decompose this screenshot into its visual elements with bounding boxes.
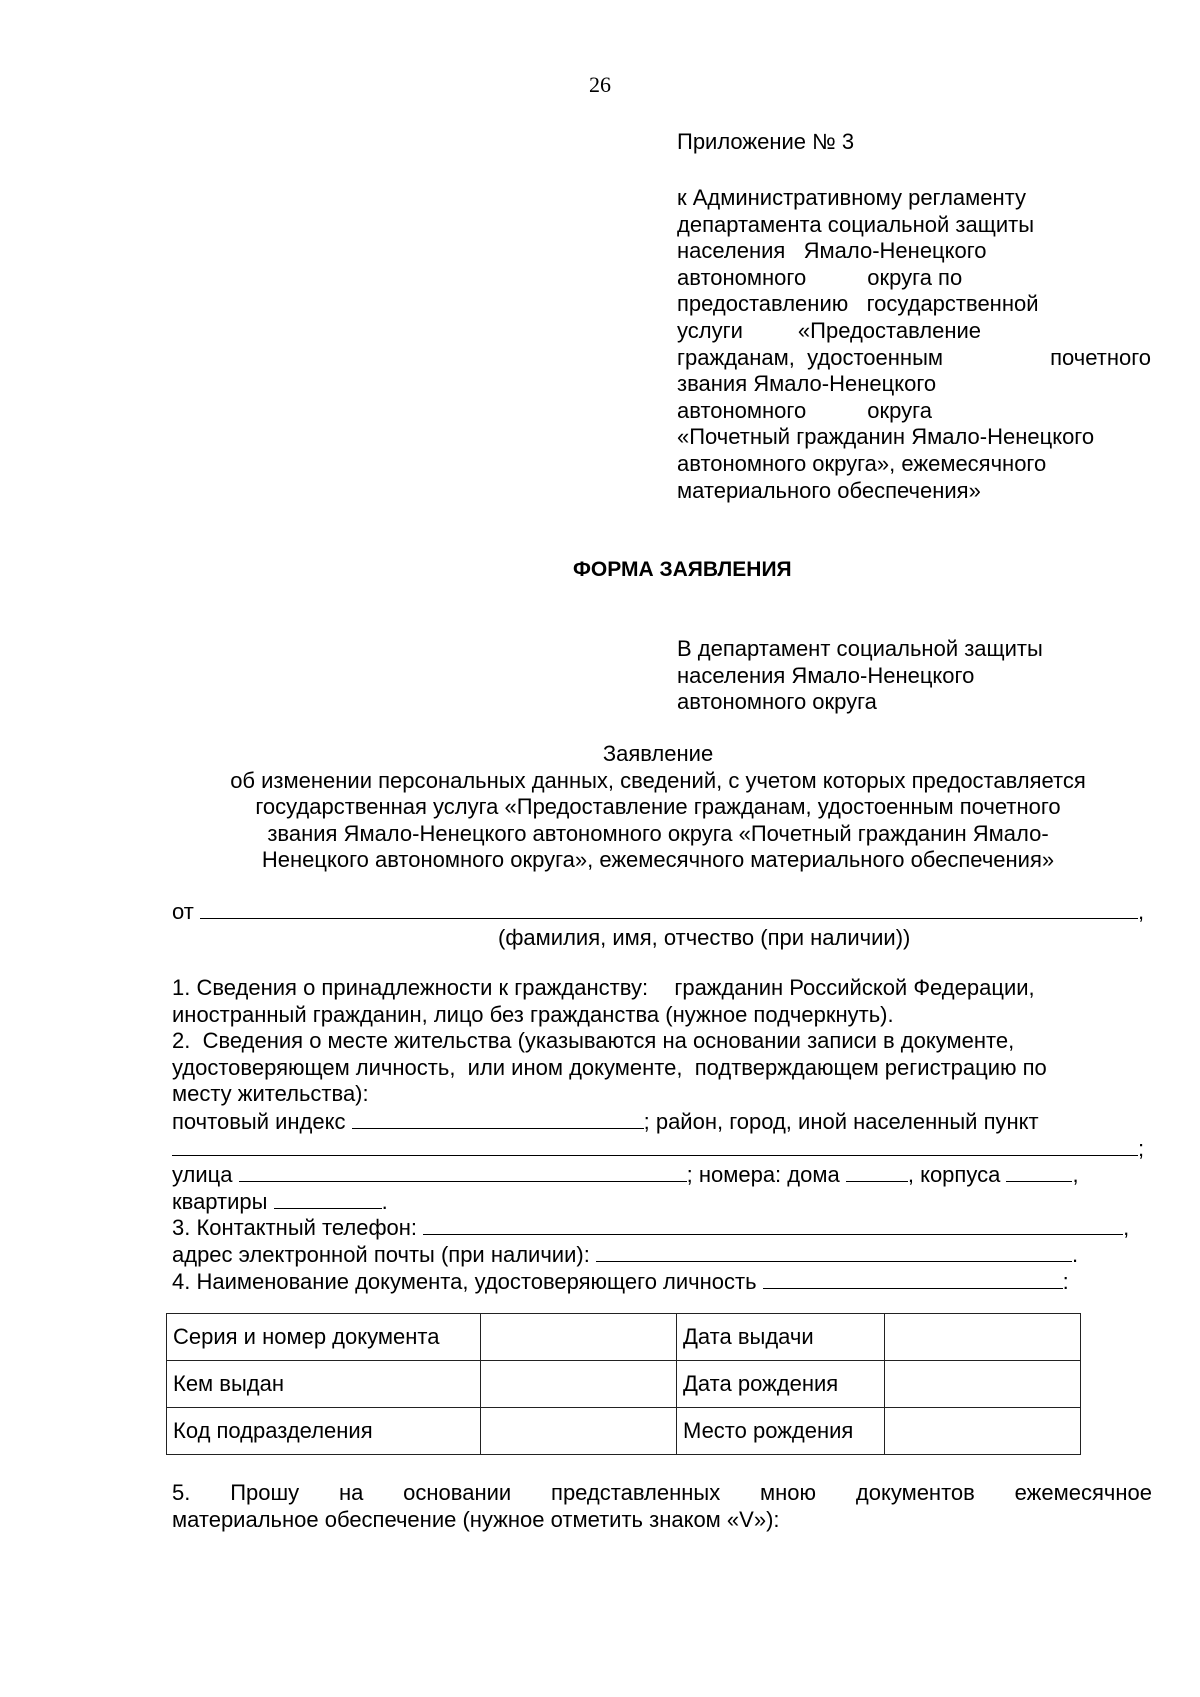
request-paragraph [172,1480,1152,1533]
request-line: материальное обеспечение (нужное отметить знаком «V»): [172,1506,780,1532]
annex-line: населения Ямало-Ненецкого [677,238,987,264]
korpus-label: , корпуса [907,1162,1001,1188]
annex-line-part: почетного [1050,344,1151,370]
postcode-field[interactable] [352,1108,644,1129]
request-word: документов [855,1480,975,1505]
form-title: ФОРМА ЗАЯВЛЕНИЯ [573,558,792,581]
annex-line: автономного округа», ежемесячного [677,450,1047,476]
request-word: представленных [551,1480,721,1505]
from-row: от , [172,899,1145,924]
postcode-label: почтовый индекс [172,1108,346,1134]
request-word: Прошу [230,1480,300,1505]
phone-label: 3. Контактный телефон: [172,1215,418,1241]
phone-row: 3. Контактный телефон: , [172,1215,1130,1241]
citizenship-options[interactable]: иностранный гражданин, лицо без гражданства (нужное подчеркнуть). [172,1001,894,1027]
addressee-line: В департамент социальной защиты [677,636,1043,661]
residence-line: 2. Сведения о месте жительства (указываются на основании записи в документе, [172,1028,1015,1054]
birth-date-cell[interactable] [885,1361,1081,1408]
request-line [172,1480,1152,1507]
addressee [677,636,1157,716]
locality-row: ; [172,1135,1152,1162]
email-field[interactable] [596,1241,1072,1262]
statement-heading [172,741,1144,874]
annex-reference [677,185,1151,504]
annex-line: автономного округа по [677,264,963,290]
id-document-label: 4. Наименование документа, удостоверяющего личность [172,1268,757,1294]
id-document-field[interactable] [763,1268,1063,1289]
table-label: Дата выдачи [677,1314,885,1361]
annex-line: материального обеспечения» [677,477,981,503]
request-word: на [338,1480,364,1505]
annex-line: автономного округа [677,397,932,423]
locality-field[interactable] [172,1135,1138,1156]
annex-line: услуги «Предоставление [677,317,982,343]
annex-line [677,345,1151,372]
email-row: адрес электронной почты (при наличии): . [172,1241,1079,1267]
korpus-field[interactable] [1006,1161,1072,1182]
table-row [167,1361,1081,1408]
issued-by-cell[interactable] [481,1361,677,1408]
annex-line: департамента социальной защиты [677,211,1035,237]
request-word: основании [403,1480,512,1505]
table-label: Код подразделения [167,1408,481,1455]
annex-line: «Почетный гражданин Ямало-Ненецкого [677,424,1095,450]
annex-line-part: гражданам, удостоенным [677,344,944,370]
page-number: 26 [589,72,611,97]
statement-title: Заявление [602,741,714,766]
residence-line: удостоверяющем личность, или ином документе, подтверждающем регистрацию по [172,1054,1047,1080]
street-field[interactable] [239,1161,687,1182]
table-row [167,1314,1081,1361]
division-code-cell[interactable] [481,1408,677,1455]
citizenship-line [172,975,1152,1002]
id-document-table [166,1313,1081,1455]
id-document-row: 4. Наименование документа, удостоверяющего личность : [172,1268,1069,1294]
annex-title: Приложение № 3 [677,129,855,154]
residence-line: месту жительства): [172,1081,369,1107]
postcode-row [172,1108,1152,1135]
statement-line: об изменении персональных данных, сведений, с учетом которых предоставляется [230,767,1086,793]
application-sections [172,975,1152,1294]
statement-line: звания Ямало-Ненецкого автономного округа «Почетный гражданин Ямало- [267,820,1049,846]
annex-line: звания Ямало-Ненецкого [677,371,937,397]
request-word: 5. [172,1480,191,1505]
apartment-row: квартиры . [172,1188,388,1214]
table-label: Кем выдан [167,1361,481,1408]
apartment-label: квартиры [172,1188,268,1214]
table-label: Место рождения [677,1408,885,1455]
house-field[interactable] [846,1161,908,1182]
full-name-hint: (фамилия, имя, отчество (при наличии)) [498,925,911,950]
full-name-field[interactable] [200,898,1138,919]
street-row: улица ; номера: дома , корпуса , [172,1162,1079,1188]
table-row [167,1408,1081,1455]
statement-line: государственная услуга «Предоставление гражданам, удостоенным почетного [255,794,1061,820]
apartment-field[interactable] [274,1188,382,1209]
from-label: от [172,899,194,924]
addressee-line: автономного округа [677,689,877,715]
addressee-line: населения Ямало-Ненецкого [677,662,975,688]
document-number-cell[interactable] [481,1314,677,1361]
citizenship-option[interactable]: гражданин Российской Федерации, [674,975,1035,1000]
citizenship-label: 1. Сведения о принадлежности к гражданству: [172,975,649,1000]
annex-line: к Административному регламенту [677,185,1027,210]
district-label: ; район, город, иной населенный пункт [643,1108,1039,1134]
phone-field[interactable] [423,1214,1123,1235]
annex-line: предоставлению государственной [677,291,1039,317]
table-label: Дата рождения [677,1361,885,1408]
statement-line: Ненецкого автономного округа», ежемесячного материального обеспечения» [261,847,1055,873]
email-label: адрес электронной почты (при наличии): [172,1241,590,1267]
table-label: Серия и номер документа [167,1314,481,1361]
street-label: улица [172,1162,233,1188]
house-label: ; номера: дома [686,1162,840,1188]
issue-date-cell[interactable] [885,1314,1081,1361]
birth-place-cell[interactable] [885,1408,1081,1455]
request-word: мною [760,1480,817,1505]
request-word: ежемесячное [1014,1480,1152,1505]
